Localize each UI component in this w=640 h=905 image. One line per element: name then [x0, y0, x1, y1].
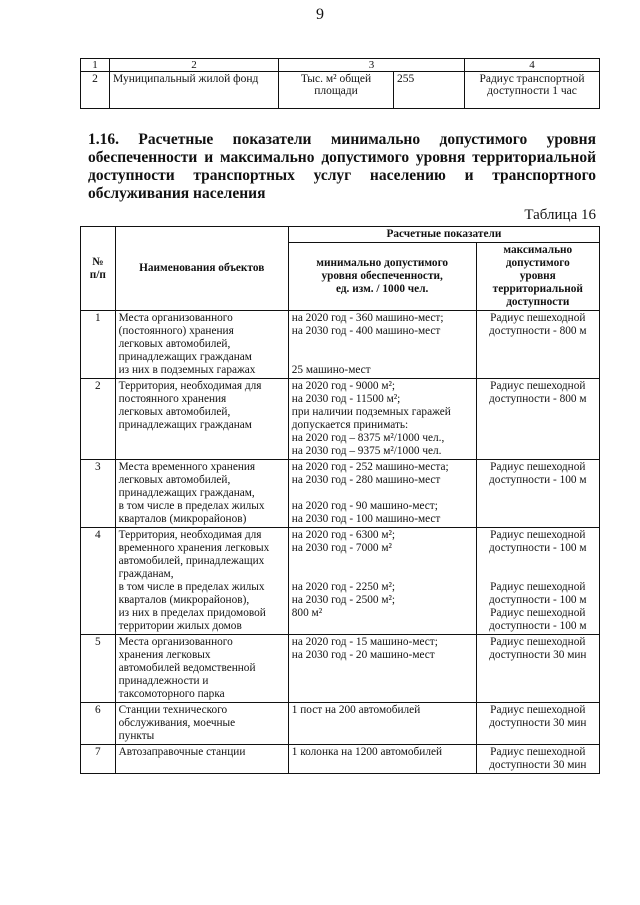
- access-line: доступности 1 час: [487, 85, 577, 97]
- object-line: кварталов (микрорайонов): [118, 513, 247, 525]
- object-line: Места организованного: [118, 312, 233, 324]
- min-line: на 2030 год - 2500 м²;: [291, 594, 396, 606]
- row-number: 5: [81, 635, 116, 703]
- min-line: 800 м²: [291, 607, 323, 619]
- table-row: [81, 703, 600, 745]
- min-value: [288, 379, 476, 460]
- min-line: на 2030 год - 280 машино-мест: [291, 474, 441, 486]
- min-line: на 2020 год - 6300 м²;: [291, 529, 396, 541]
- max-line: Радиус пешеходной: [490, 636, 586, 648]
- page-number: 9: [316, 6, 324, 23]
- table-row: [81, 311, 600, 379]
- object-line: из них в подземных гаражах: [118, 364, 256, 376]
- object-line: принадлежащих гражданам: [118, 419, 252, 431]
- object-line: автомобилей, принадлежащих: [118, 555, 265, 567]
- min-line: на 2030 год - 400 машино-мест: [291, 325, 441, 337]
- max-line: Радиус пешеходной: [490, 746, 586, 758]
- min-line: на 2030 год - 11500 м²;: [291, 393, 401, 405]
- object-line: таксомоторного парка: [118, 688, 225, 700]
- header-number-line: п/п: [89, 268, 106, 281]
- object-line: легковых автомобилей,: [118, 474, 231, 486]
- table-row: [81, 635, 600, 703]
- min-value: 1 колонка на 1200 автомобилей: [288, 745, 476, 774]
- max-line: Радиус пешеходной: [490, 312, 586, 324]
- row-number: 1: [81, 311, 116, 379]
- object-name: Автозаправочные станции: [115, 745, 288, 774]
- max-value: [476, 703, 599, 745]
- min-line: на 2030 год - 20 машино-мест: [291, 649, 435, 661]
- min-line: 25 машино-мест: [291, 364, 371, 376]
- max-line: доступности 30 мин: [489, 649, 587, 661]
- max-line: Радиус пешеходной: [490, 581, 586, 593]
- column-number-row: [81, 59, 600, 72]
- header-max-line: доступности: [506, 296, 570, 308]
- header-number-line: №: [92, 255, 104, 268]
- header-min-line: уровня обеспеченности,: [321, 270, 443, 282]
- min-line: на 2020 год - 2250 м²;: [291, 581, 396, 593]
- object-line: в том числе в пределах жилых: [118, 500, 265, 512]
- continued-table: [80, 58, 600, 109]
- header-calc: Расчетные показатели: [288, 227, 599, 243]
- table-caption: Таблица 16: [524, 207, 596, 223]
- col-number-1: 1: [81, 59, 110, 72]
- object-name: [115, 635, 288, 703]
- object-line: территории жилых домов: [118, 620, 242, 632]
- indicators-table: [80, 226, 600, 774]
- min-value: [288, 635, 476, 703]
- max-line: Радиус пешеходной: [490, 380, 586, 392]
- object-line: пункты: [118, 730, 155, 742]
- access-cell: [465, 72, 600, 109]
- object-line: гражданам,: [118, 568, 174, 580]
- min-line: на 2020 год - 90 машино-мест;: [291, 500, 438, 512]
- table-row: [81, 745, 600, 774]
- header-min-line: ед. изм. / 1000 чел.: [335, 283, 429, 295]
- header-number: [81, 227, 116, 311]
- row-number: 3: [81, 460, 116, 528]
- min-line: при наличии подземных гаражей: [291, 406, 451, 418]
- table-row: [81, 379, 600, 460]
- row-number: 4: [81, 528, 116, 635]
- object-line: хранения легковых: [118, 649, 211, 661]
- row-number: 6: [81, 703, 116, 745]
- max-value: [476, 745, 599, 774]
- min-line: на 2020 год – 8375 м²/1000 чел.,: [291, 432, 445, 444]
- header-min-line: минимально допустимого: [316, 257, 449, 269]
- max-line: доступности - 800 м: [489, 325, 587, 337]
- access-line: Радиус транспортной: [479, 73, 585, 85]
- max-line: доступности 30 мин: [489, 717, 587, 729]
- max-value: [476, 635, 599, 703]
- object-line: обслуживания, моечные: [118, 717, 236, 729]
- row-number: 2: [81, 72, 110, 109]
- header-max-line: максимально: [503, 244, 573, 256]
- header-max-line: уровня: [519, 270, 556, 282]
- max-value: [476, 528, 599, 635]
- min-line: на 2020 год - 15 машино-мест;: [291, 636, 438, 648]
- max-line: Радиус пешеходной: [490, 704, 586, 716]
- header-max: [476, 243, 599, 311]
- unit-cell: [279, 72, 394, 109]
- max-value: [476, 379, 599, 460]
- object-line: в том числе в пределах жилых: [118, 581, 265, 593]
- object-name: [115, 379, 288, 460]
- object-name: Муниципальный жилой фонд: [110, 72, 279, 109]
- max-line: доступности - 100 м: [489, 474, 587, 486]
- table-row: [81, 528, 600, 635]
- min-line: на 2030 год – 9375 м²/1000 чел.: [291, 445, 442, 457]
- header-max-line: территориальной: [492, 283, 583, 295]
- object-line: Места организованного: [118, 636, 233, 648]
- section-heading: 1.16. Расчетные показатели минимально допустимого уровня обеспеченности и максимально допустимого уровня территориальной доступности транспортных услуг населению и транспортного обслуживания населения: [88, 131, 596, 202]
- min-value: [288, 311, 476, 379]
- header-min: [288, 243, 476, 311]
- max-line: Радиус пешеходной: [490, 607, 586, 619]
- object-line: временного хранения легковых: [118, 542, 270, 554]
- object-line: принадлежащих гражданам: [118, 351, 252, 363]
- unit-line: площади: [314, 85, 358, 97]
- table-row: [81, 72, 600, 109]
- min-line: на 2020 год - 252 машино-места;: [291, 461, 449, 473]
- object-line: легковых автомобилей,: [118, 406, 231, 418]
- col-number-4: 4: [465, 59, 600, 72]
- object-name: [115, 460, 288, 528]
- header-max-line: допустимого: [505, 257, 570, 269]
- max-line: доступности - 100 м: [489, 542, 587, 554]
- min-value: [288, 460, 476, 528]
- unit-line: Тыс. м² общей: [300, 73, 372, 85]
- header-row: [81, 227, 600, 243]
- object-line: (постоянного) хранения: [118, 325, 234, 337]
- object-line: Станции технического: [118, 704, 228, 716]
- object-line: принадлежности и: [118, 675, 209, 687]
- max-line: доступности - 100 м: [489, 594, 587, 606]
- min-line: допускается принимать:: [291, 419, 409, 431]
- min-line: на 2020 год - 9000 м²;: [291, 380, 396, 392]
- max-line: доступности - 800 м: [489, 393, 587, 405]
- object-line: легковых автомобилей,: [118, 338, 231, 350]
- object-line: Места временного хранения: [118, 461, 256, 473]
- col-number-3: 3: [279, 59, 465, 72]
- table-row: [81, 460, 600, 528]
- object-name: [115, 703, 288, 745]
- object-line: постоянного хранения: [118, 393, 227, 405]
- object-line: Территория, необходимая для: [118, 380, 262, 392]
- row-number: 2: [81, 379, 116, 460]
- min-value: [288, 528, 476, 635]
- max-line: доступности - 100 м: [489, 620, 587, 632]
- row-number: 7: [81, 745, 116, 774]
- max-line: Радиус пешеходной: [490, 461, 586, 473]
- object-line: из них в пределах придомовой: [118, 607, 266, 619]
- max-line: доступности 30 мин: [489, 759, 587, 771]
- min-line: на 2030 год - 100 машино-мест: [291, 513, 441, 525]
- header-objects: Наименования объектов: [115, 227, 288, 311]
- object-line: Территория, необходимая для: [118, 529, 262, 541]
- max-value: [476, 460, 599, 528]
- object-line: кварталов (микрорайонов),: [118, 594, 250, 606]
- min-value: 1 пост на 200 автомобилей: [288, 703, 476, 745]
- max-line: Радиус пешеходной: [490, 529, 586, 541]
- object-name: [115, 311, 288, 379]
- max-value: [476, 311, 599, 379]
- object-line: принадлежащих гражданам,: [118, 487, 255, 499]
- min-line: на 2030 год - 7000 м²: [291, 542, 392, 554]
- object-name: [115, 528, 288, 635]
- col-number-2: 2: [110, 59, 279, 72]
- value-cell: 255: [394, 72, 465, 109]
- min-line: на 2020 год - 360 машино-мест;: [291, 312, 444, 324]
- object-line: автомобилей ведомственной: [118, 662, 256, 674]
